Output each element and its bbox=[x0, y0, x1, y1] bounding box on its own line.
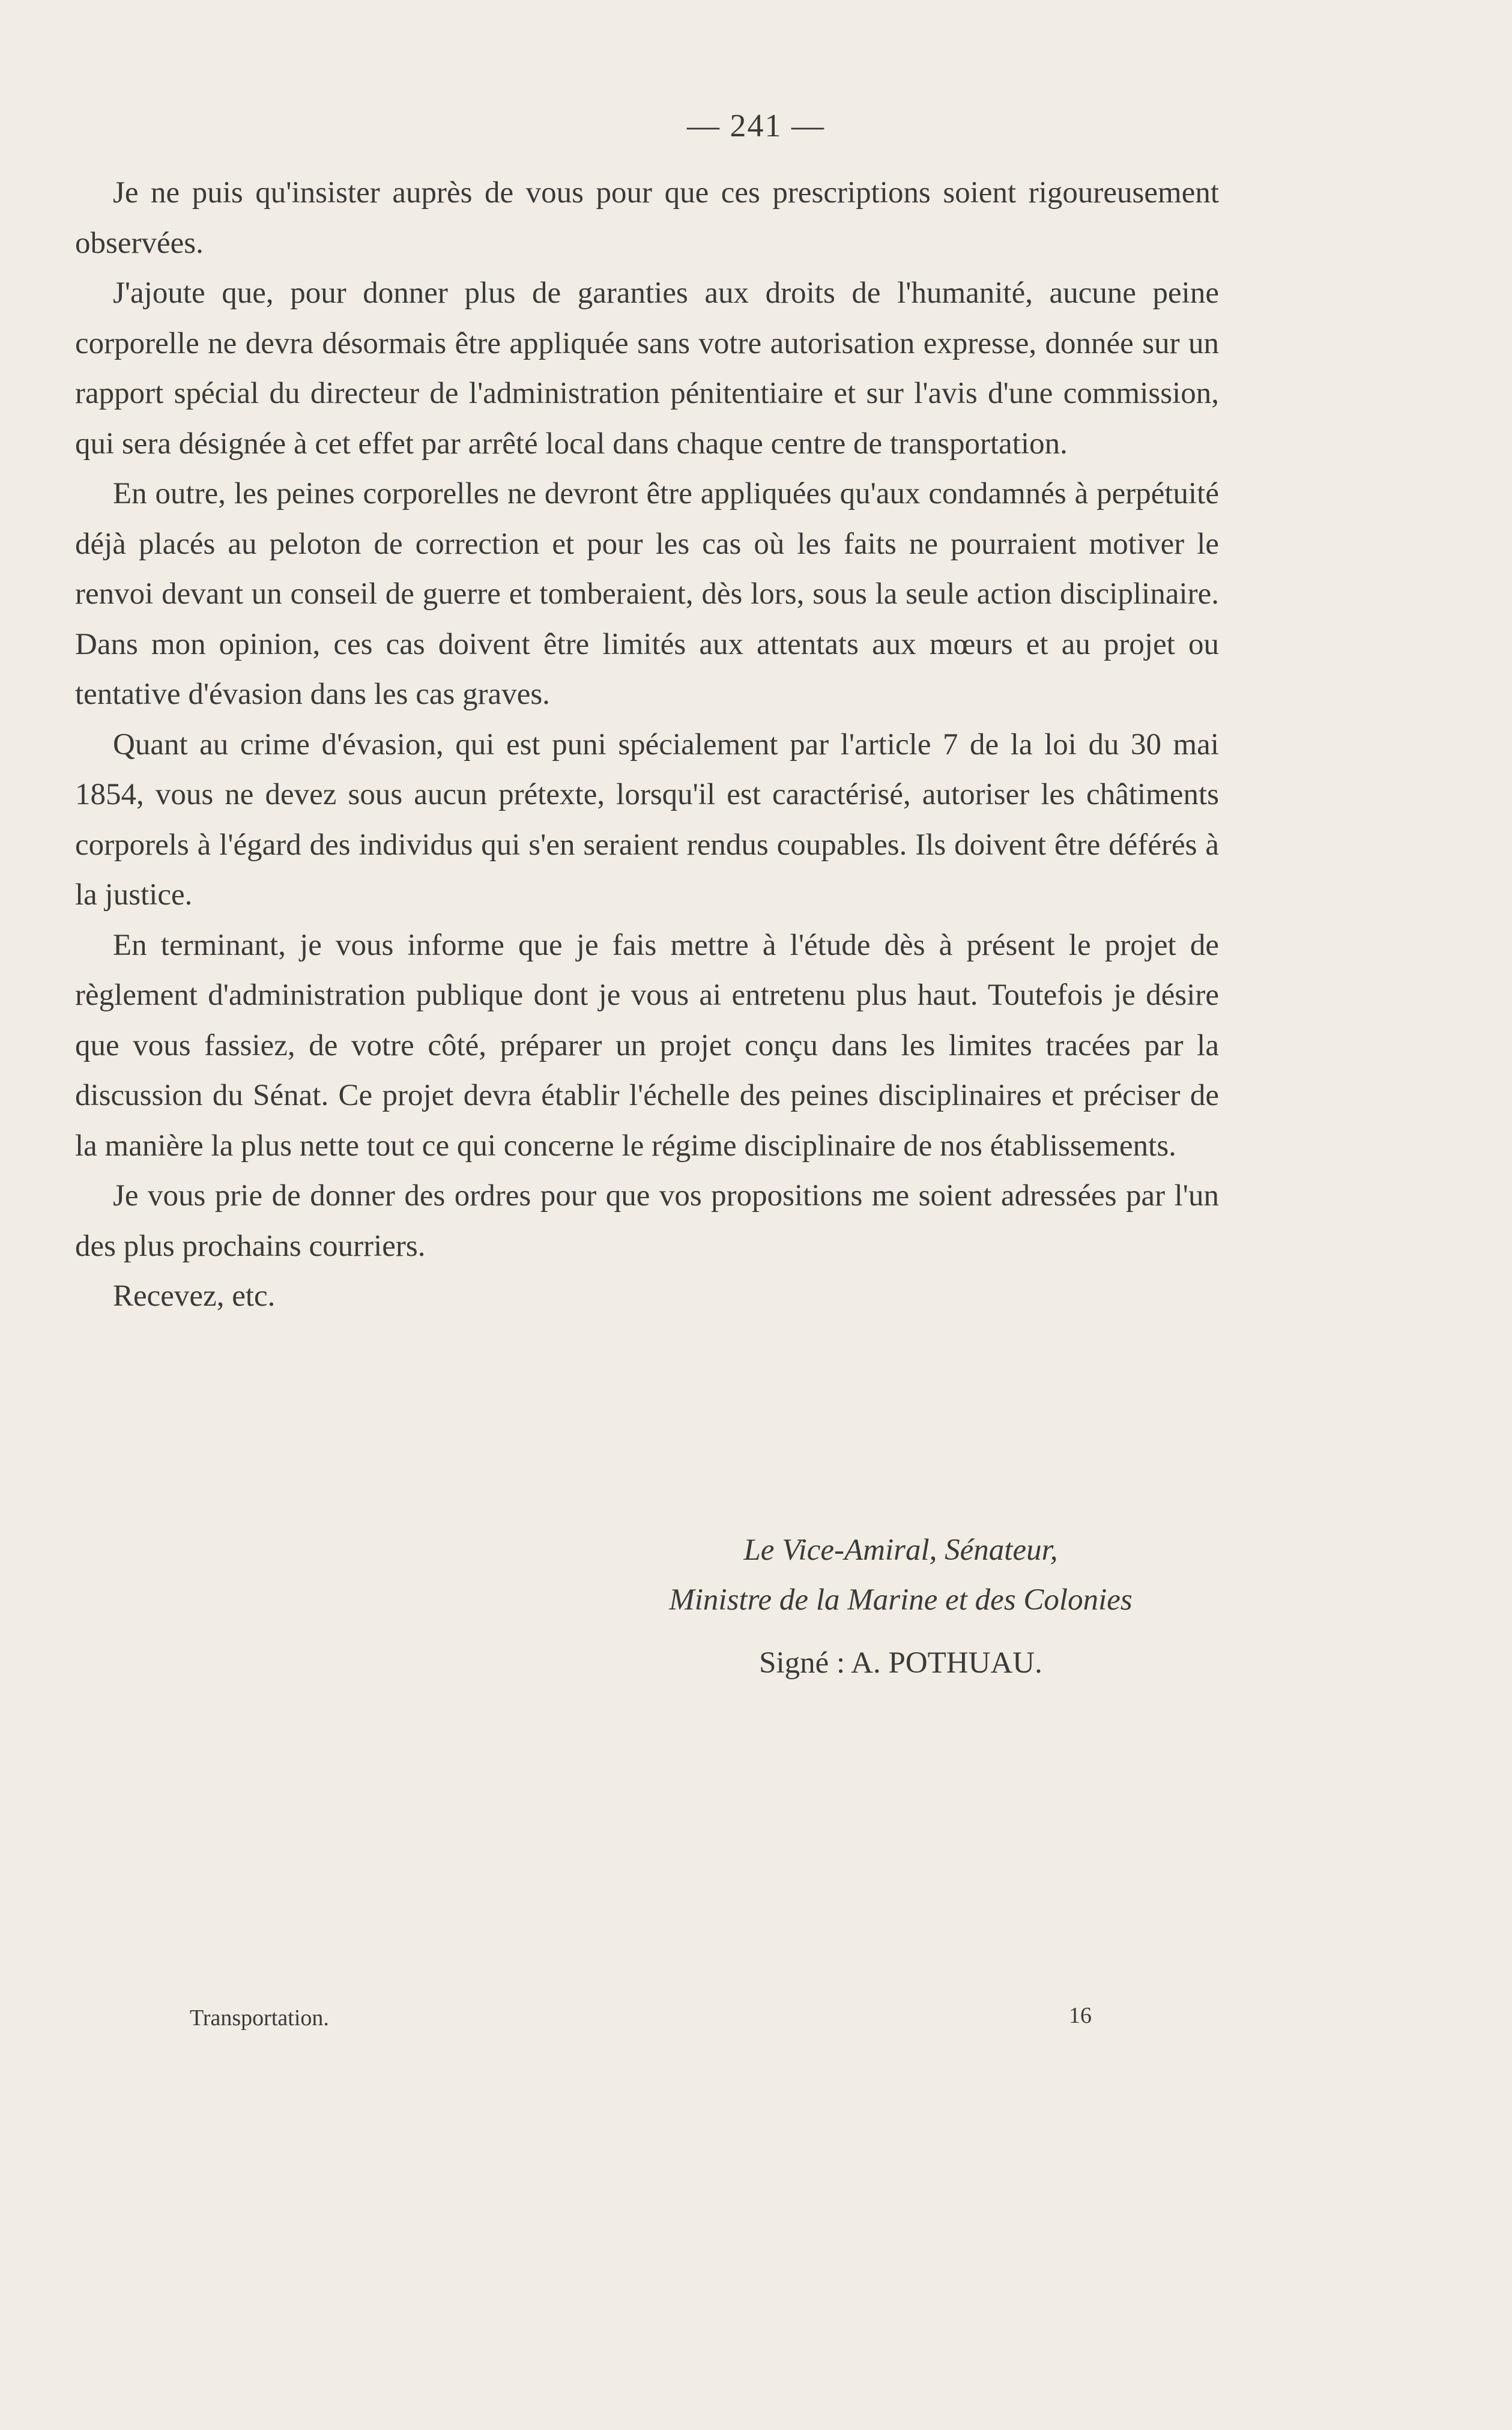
footer-section-title: Transportation. bbox=[190, 2005, 329, 2031]
footer-signature-mark: 16 bbox=[1069, 2003, 1092, 2028]
paragraph: En outre, les peines corporelles ne devront être appliquées qu'aux condamnés à perpétuité déjà placés au peloton de correction et pour les cas où les faits ne pourraient motiver le renvoi devant un conseil de guerre et tomberaient, dès lors, sous la seule action disciplinaire. Dans mon opinion, ces cas doivent être limités aux attentats aux mœurs et au projet ou tentative d'évasion dans les cas graves. bbox=[75, 477, 1219, 711]
signature-title: Le Vice-Amiral, Sénateur, bbox=[743, 1533, 1058, 1567]
paragraph: J'ajoute que, pour donner plus de garanties aux droits de l'humanité, aucune peine corporelle ne devra désormais être appliquée sans votre autorisation expresse, donnée sur un rapport spécial du directeur de l'administration pénitentiaire et sur l'avis d'une commission, qui sera désignée à cet effet par arrêté local dans chaque centre de transportation. bbox=[75, 276, 1219, 461]
page-number: — 241 — bbox=[687, 108, 825, 144]
closing-line: Recevez, etc. bbox=[113, 1279, 276, 1313]
paragraph: Je vous prie de donner des ordres pour que vos propositions me soient adressées par l'un des plus prochains courriers. bbox=[75, 1179, 1219, 1263]
signature-name: Signé : A. POTHUAU. bbox=[759, 1646, 1042, 1680]
paragraph: Quant au crime d'évasion, qui est puni spécialement par l'article 7 de la loi du 30 mai 1854, vous ne devez sous aucun prétexte, lorsqu'il est caractérisé, autoriser les châtiments corporels à l'égard des individus qui s'en seraient rendus coupables. Ils doivent être déférés à la justice. bbox=[75, 727, 1219, 912]
signature-block bbox=[600, 1526, 1201, 1688]
letter-body bbox=[75, 168, 1219, 1322]
paragraph: Je ne puis qu'insister auprès de vous pour que ces prescriptions soient rigoureusement observées. bbox=[75, 176, 1219, 260]
signature-ministry: Ministre de la Marine et des Colonies bbox=[669, 1583, 1132, 1617]
paragraph: En terminant, je vous informe que je fais mettre à l'étude dès à présent le projet de règlement d'administration publique dont je vous ai entretenu plus haut. Toutefois je désire que vous fassiez, de votre côté, préparer un projet conçu dans les limites tracées par la discussion du Sénat. Ce projet devra établir l'échelle des peines disciplinaires et préciser de la manière la plus nette tout ce qui concerne le régime disciplinaire de nos établissements. bbox=[75, 928, 1219, 1163]
